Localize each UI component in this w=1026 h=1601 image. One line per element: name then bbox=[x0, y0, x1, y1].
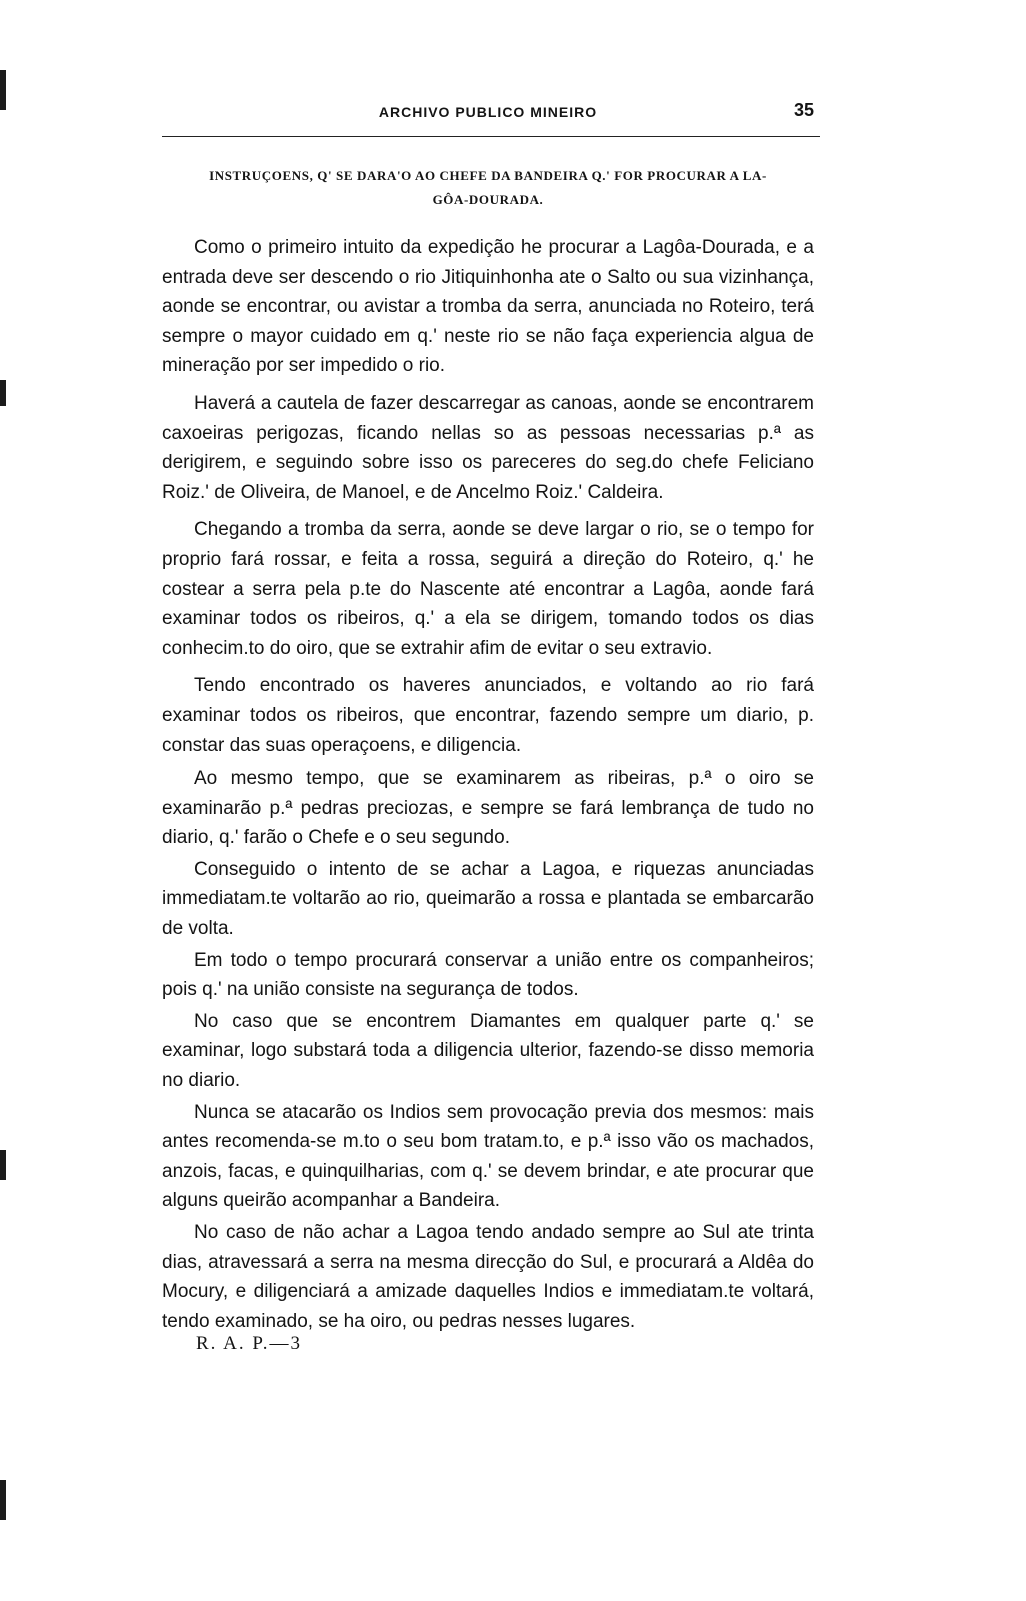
header-rule bbox=[162, 136, 820, 137]
running-title: ARCHIVO PUBLICO MINEIRO bbox=[378, 104, 598, 120]
paragraph: Conseguido o intento de se achar a Lagoa, e riquezas anunciadas immediatam.te voltarão ao rio, queimarão a rossa e plantada se embarcarão de volta. bbox=[162, 858, 814, 940]
document-title-line-1: INSTRUÇOENS, Q' SE DARA'O AO CHEFE DA BANDEIRA Q.' FOR PROCURAR A LA- bbox=[209, 168, 767, 183]
signature-mark: R. A. P.—3 bbox=[196, 1333, 303, 1354]
document-body bbox=[162, 233, 814, 1344]
paragraph: Tendo encontrado os haveres anunciados, e voltando ao rio fará examinar todos os ribeiros, que encontrar, fazendo sempre um diario, p. constar das suas operaçoens, e diligencia. bbox=[162, 675, 814, 756]
paragraph: Haverá a cautela de fazer descarregar as canoas, aonde se encontrarem caxoeiras perigozas, ficando nellas so as pessoas necessarias p.ª as derigirem, e seguindo sobre isso os pareceres do seg.do chefe Feliciano Roiz.' de Oliveira, de Manoel, e de Ancelmo Roiz.' Caldeira. bbox=[162, 392, 814, 503]
page-header bbox=[162, 100, 814, 134]
scan-artifact bbox=[0, 1480, 6, 1520]
scan-artifact bbox=[0, 380, 6, 406]
document-title bbox=[158, 164, 818, 212]
scan-artifact bbox=[0, 70, 6, 110]
scan-left-edge bbox=[0, 0, 14, 1601]
paragraph: Em todo o tempo procurará conservar a união entre os companheiros; pois q.' na união consiste na segurança de todos. bbox=[162, 949, 814, 1001]
scan-artifact bbox=[0, 1150, 6, 1180]
page-number: 35 bbox=[793, 100, 814, 120]
paragraph: Ao mesmo tempo, que se examinarem as ribeiras, p.ª o oiro se examinarão p.ª pedras preciozas, e sempre se fará lembrança de tudo no diario, q.' farão o Chefe e o seu segundo. bbox=[162, 768, 814, 849]
paragraph: Nunca se atacarão os Indios sem provocação previa dos mesmos: mais antes recomenda-se m.to o seu bom tratam.to, e p.ª isso vão os machados, anzois, facas, e quinquilharias, com q.' se devem brindar, e ate procurar que alguns queirão acompanhar a Bandeira. bbox=[162, 1101, 814, 1212]
paragraph: No caso que se encontrem Diamantes em qualquer parte q.' se examinar, logo substará toda a diligencia ulterior, fazendo-se disso memoria no diario. bbox=[162, 1010, 814, 1092]
document-title-line-2: GÔA-DOURADA. bbox=[432, 192, 544, 207]
paragraph: Como o primeiro intuito da expedição he procurar a Lagôa-Dourada, e a entrada deve ser descendo o rio Jitiquinhonha ate o Salto ou sua vizinhança, aonde se encontrar, ou avistar a tromba da serra, anunciada no Roteiro, terá sempre o mayor cuidado em q.' neste rio se não faça experiencia algua de mineração por ser impedido o rio. bbox=[162, 237, 814, 377]
paragraph: Chegando a tromba da serra, aonde se deve largar o rio, se o tempo for proprio fará rossar, e feita a rossa, seguirá a direção do Roteiro, q.' he costear a serra pela p.te do Nascente até encontrar a Lagôa, aonde fará examinar todos os ribeiros, q.' a ela se dirigem, tomando todos os dias conhecim.to do oiro, que se extrahir afim de evitar o seu extravio. bbox=[162, 519, 814, 659]
paragraph: No caso de não achar a Lagoa tendo andado sempre ao Sul ate trinta dias, atravessará a serra na mesma direcção do Sul, e procurará a Aldêa do Mocury, e diligenciará a amizade daquelles Indios e immediatam.te voltará, tendo examinado, se ha oiro, ou pedras nesses lugares. bbox=[162, 1222, 814, 1332]
